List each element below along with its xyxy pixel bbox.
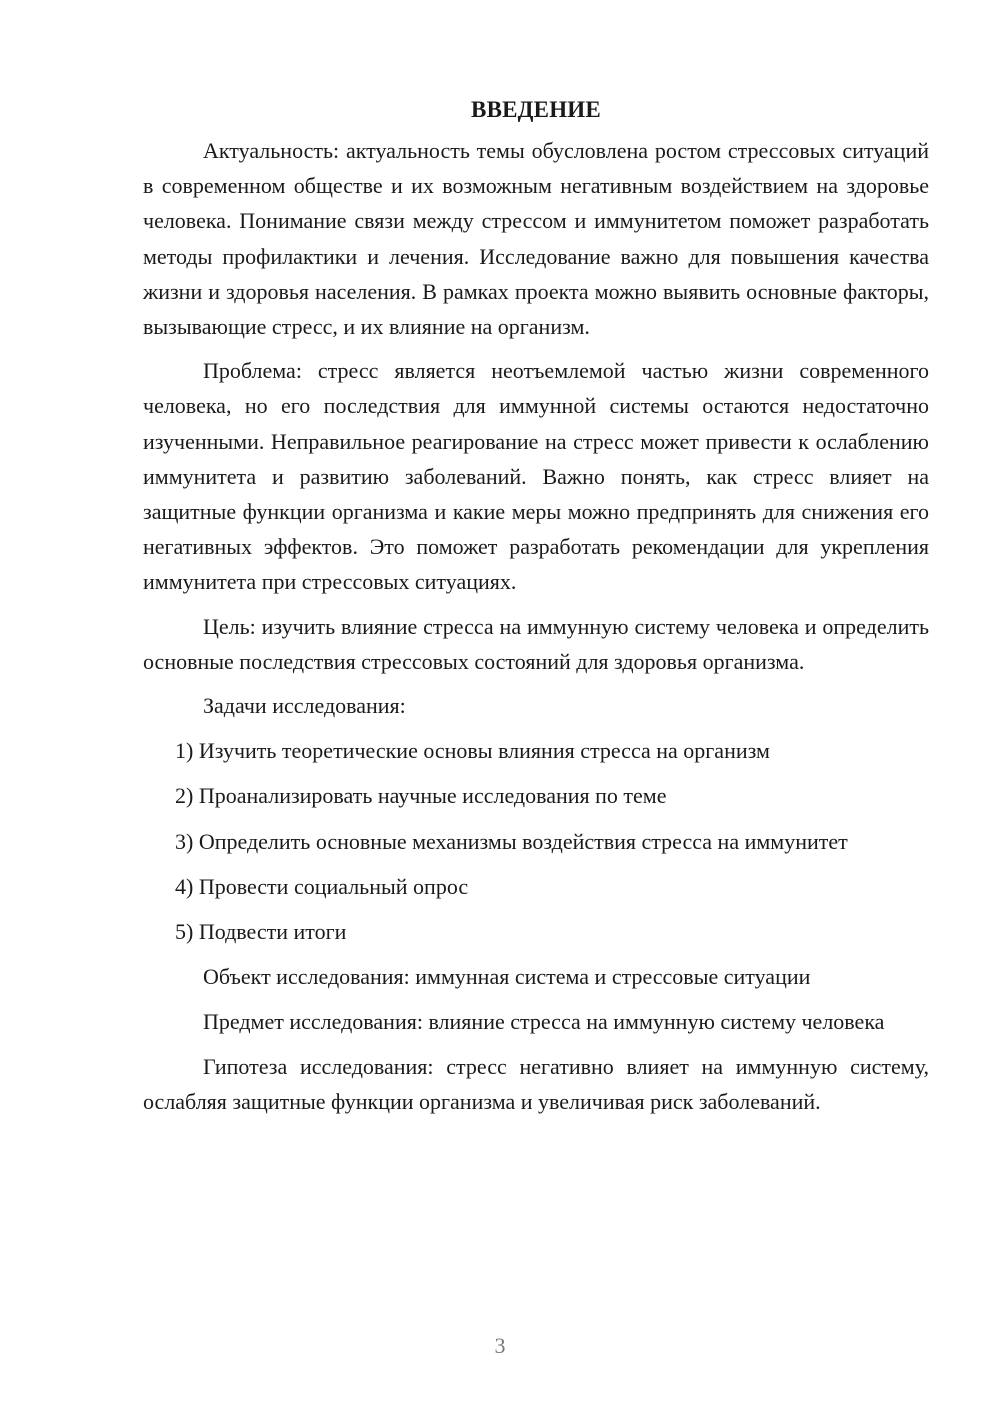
list-item: 4) Провести социальный опрос bbox=[175, 873, 469, 899]
object-paragraph: Объект исследования: иммунная система и стрессовые ситуации bbox=[203, 964, 811, 990]
document-page bbox=[143, 92, 929, 1119]
hypothesis-paragraph: Гипотеза исследования: стресс негативно влияет на иммунную систему, ослабляя защитные функции организма и увеличивая риск заболеваний. bbox=[143, 1053, 929, 1114]
list-item: 1) Изучить теоретические основы влияния стресса на организм bbox=[175, 738, 770, 764]
list-item: 3) Определить основные механизмы воздействия стресса на иммунитет bbox=[175, 828, 848, 854]
list-item: 2) Проанализировать научные исследования по теме bbox=[175, 783, 667, 809]
tasks-heading: Задачи исследования: bbox=[203, 693, 406, 719]
list-item: 5) Подвести итоги bbox=[175, 919, 347, 945]
tasks-list bbox=[143, 733, 929, 949]
subject-paragraph: Предмет исследования: влияние стресса на иммунную систему человека bbox=[203, 1009, 885, 1035]
problem-paragraph: Проблема: стресс является неотъемлемой частью жизни современного человека, но его последствия для иммунной системы остаются недостаточно изученными. Неправильное реагирование на стресс может привести к ослаблению иммунитета и развитию заболеваний. Важно понять, как стресс влияет на защитные функции организма и какие меры можно предпринять для снижения его негативных эффектов. Это поможет разработать рекомендации для укрепления иммунитета при стрессовых ситуациях. bbox=[143, 358, 929, 595]
page-number: 3 bbox=[494, 1333, 506, 1358]
document-title: ВВЕДЕНИЕ bbox=[471, 97, 601, 122]
relevance-paragraph: Актуальность: актуальность темы обусловлена ростом стрессовых ситуаций в современном обществе и их возможным негативным воздействием на здоровье человека. Понимание связи между стрессом и иммунитетом поможет разработать методы профилактики и лечения. Исследование важно для повышения качества жизни и здоровья населения. В рамках проекта можно выявить основные факторы, вызывающие стресс, и их влияние на организм. bbox=[143, 138, 929, 340]
goal-paragraph: Цель: изучить влияние стресса на иммунную систему человека и определить основные последствия стрессовых состояний для здоровья организма. bbox=[143, 613, 929, 674]
